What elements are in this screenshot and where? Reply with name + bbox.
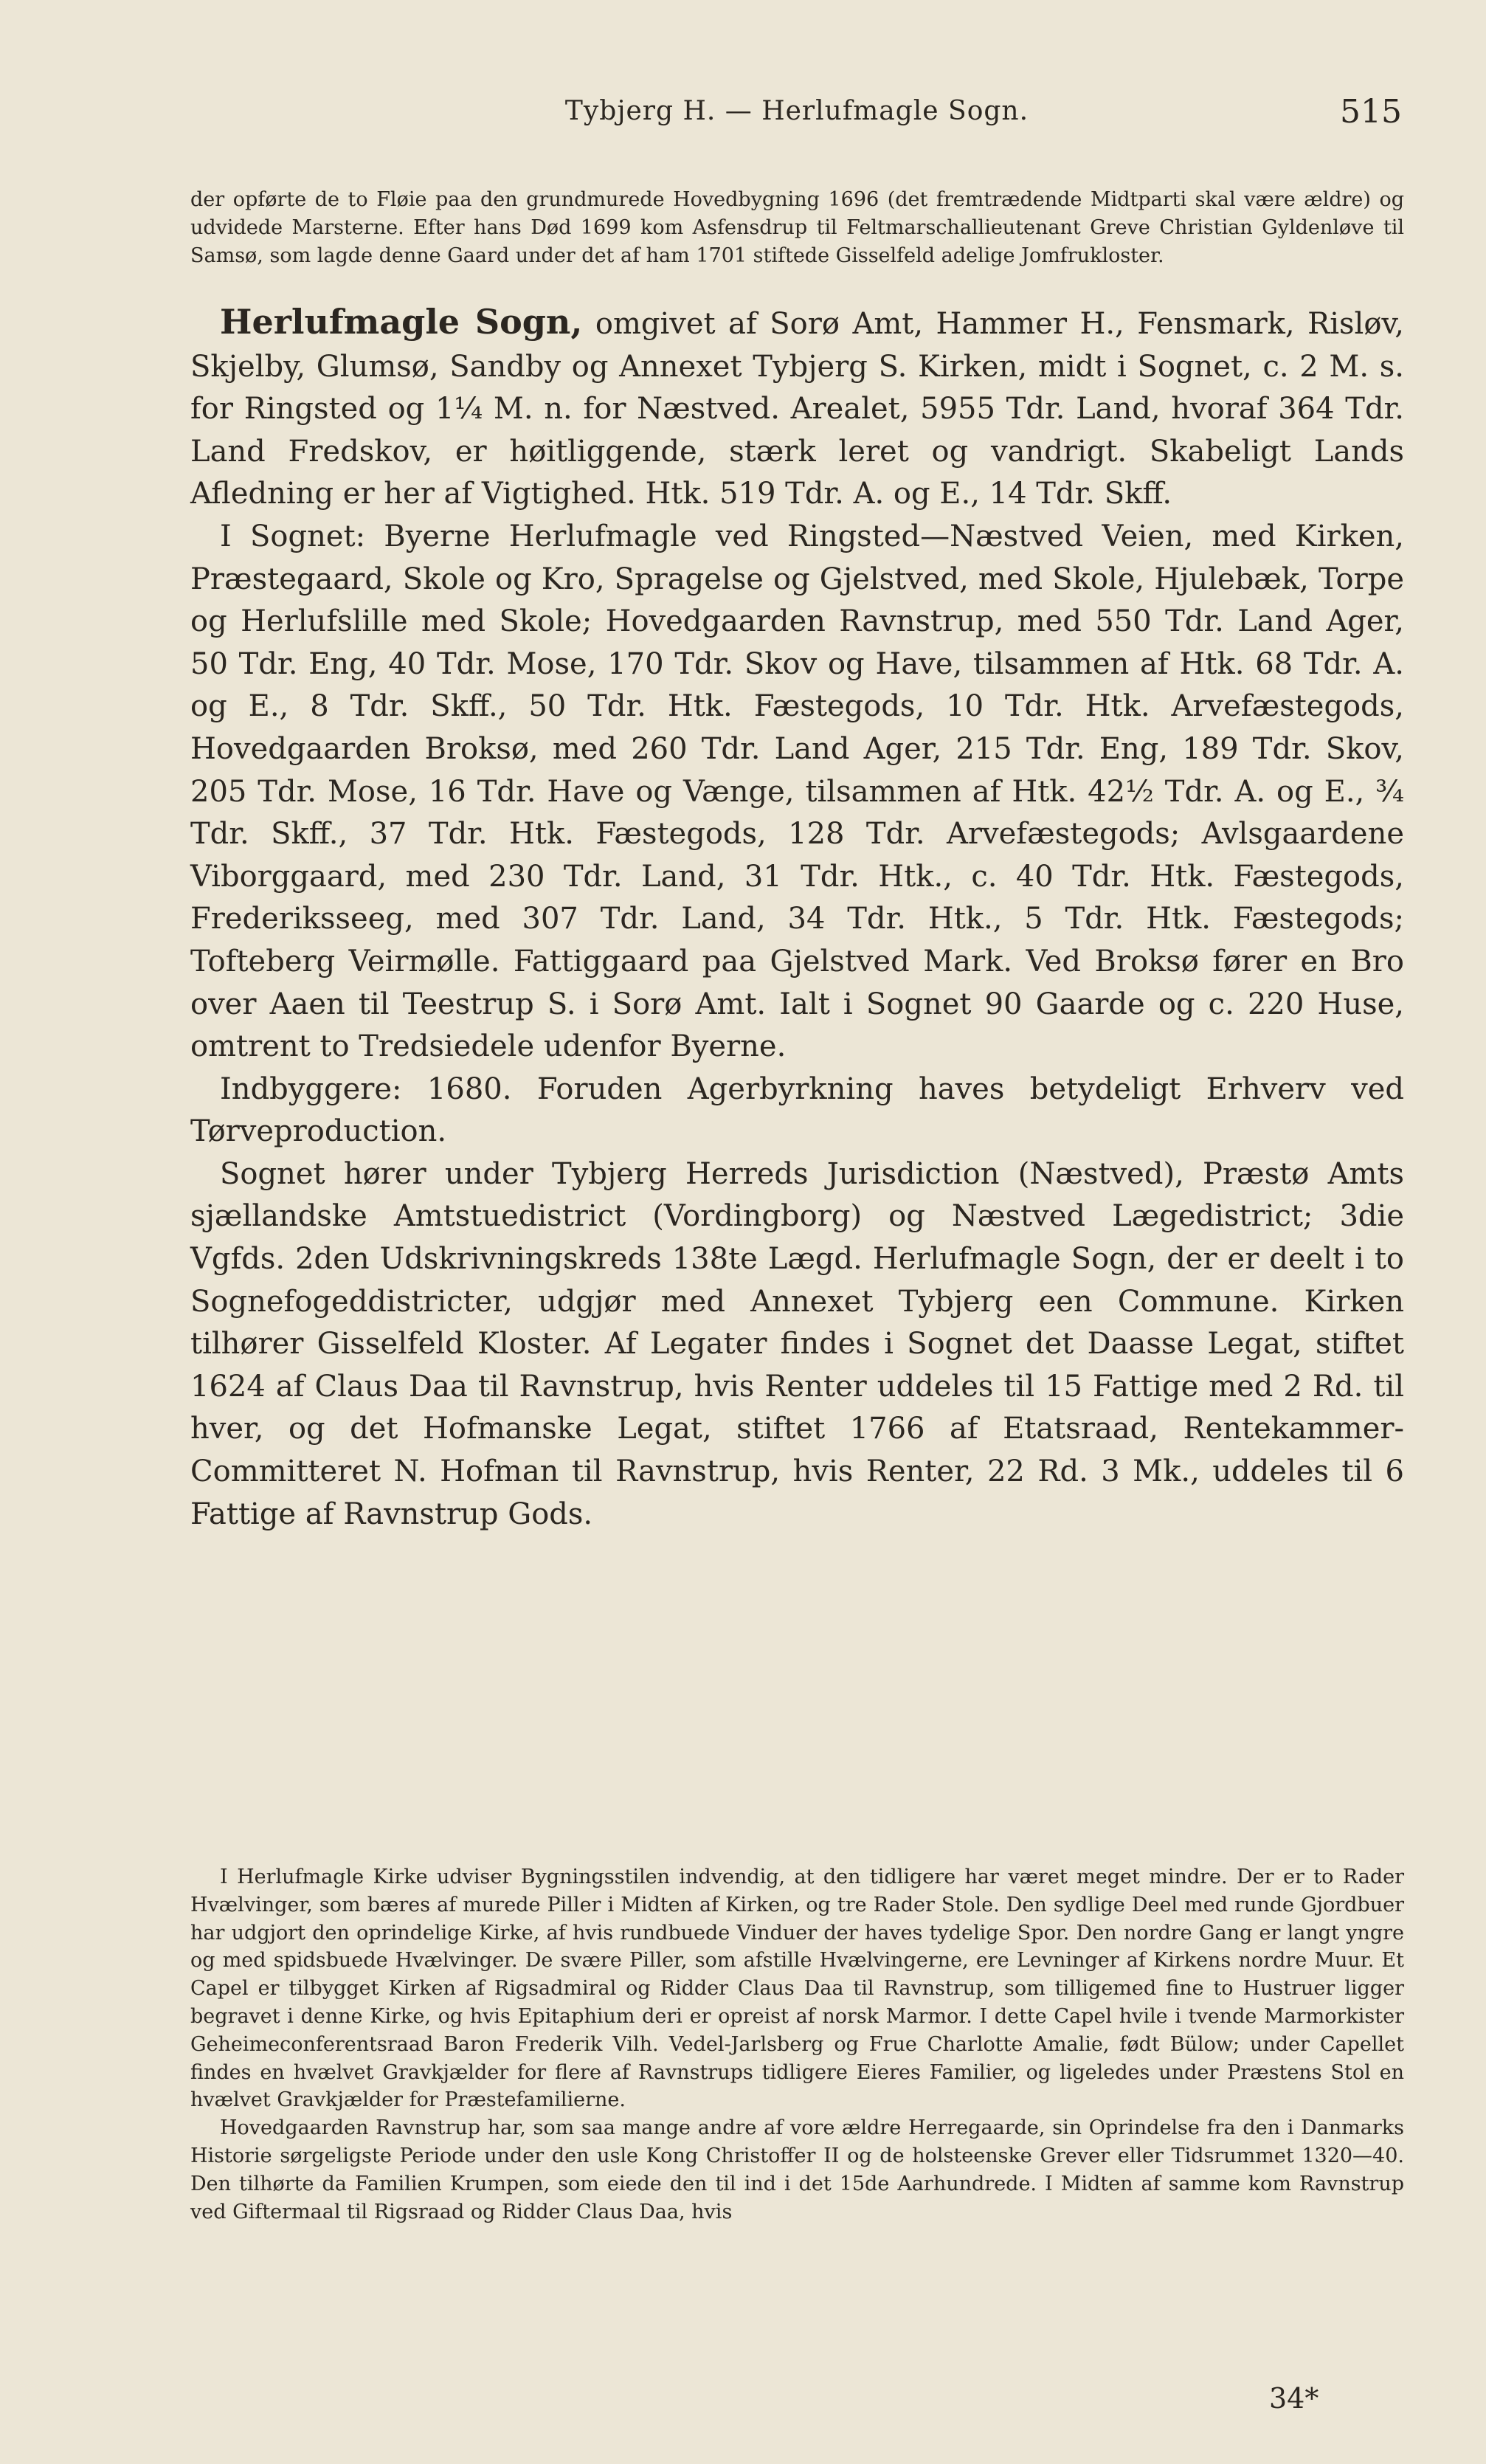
signature-mark: 34* [1269, 2382, 1319, 2415]
running-header [192, 93, 1402, 140]
main-paragraph-1: Herlufmagle Sogn, omgivet af Sorø Amt, Hammer H., Fensmark, Risløv, Skjelby, Glumsø, Sandby og Annexet Tybjerg S. Kirken, midt i Sognet, c. 2 M. s. for Ringsted og 1¼ M. n. for Næstved. Arealet, 5955 Tdr. Land, hvoraf 364 Tdr. Land Fredskov, er høitliggende, stærk leret og vandrigt. Skabeligt Lands Afledning er her af Vigtighed. Htk. 519 Tdr. A. og E., 14 Tdr. Skff. [190, 302, 1404, 511]
main-paragraph-3: Indbyggere: 1680. Foruden Agerbyrkning haves betydeligt Erhverv ved Tørveproduction. [190, 1071, 1404, 1149]
main-paragraph-2: I Sognet: Byerne Herlufmagle ved Ringsted—Næstved Veien, med Kirken, Præstegaard, Skole og Kro, Spragelse og Gjelstved, med Skole, Hjulebæk, Torpe og Herlufslille med Skole; Hovedgaarden Ravnstrup, med 550 Tdr. Land Ager, 50 Tdr. Eng, 40 Tdr. Mose, 170 Tdr. Skov og Have, tilsammen af Htk. 68 Tdr. A. og E., 8 Tdr. Skff., 50 Tdr. Htk. Fæstegods, 10 Tdr. Htk. Arvefæstegods, Hovedgaarden Broksø, med 260 Tdr. Land Ager, 215 Tdr. Eng, 189 Tdr. Skov, 205 Tdr. Mose, 16 Tdr. Have og Vænge, tilsammen af Htk. 42½ Tdr. A. og E., ¾ Tdr. Skff., 37 Tdr. Htk. Fæstegods, 128 Tdr. Arvefæstegods; Avlsgaardene Viborggaard, med 230 Tdr. Land, 31 Tdr. Htk., c. 40 Tdr. Htk. Fæstegods, Frederiksseeg, med 307 Tdr. Land, 34 Tdr. Htk., 5 Tdr. Htk. Fæstegods; Tofteberg Veirmølle. Fattiggaard paa Gjelstved Mark. Ved Broksø fører en Bro over Aaen til Teestrup S. i Sorø Amt. Ialt i Sognet 90 Gaarde og c. 220 Huse, omtrent to Tredsiedele udenfor Byerne. [190, 519, 1404, 1064]
notes-block [190, 1863, 1404, 2226]
section-heading: Herlufmagle Sogn, [220, 302, 583, 342]
note-paragraph-2: Hovedgaarden Ravnstrup har, som saa mange andre af vore ældre Herregaarde, sin Oprindelse fra den i Danmarks Historie sørgeligste Periode under den usle Kong Christoffer II og de holsteenske Grever eller Tidsrummet 1320—40. Den tilhørte da Familien Krumpen, som eiede den til ind i det 15de Aarhundrede. I Midten af samme kom Ravnstrup ved Giftermaal til Rigsraad og Ridder Claus Daa, hvis [190, 2116, 1404, 2223]
main-text [190, 301, 1404, 1536]
intro-text: der opførte de to Fløie paa den grundmurede Hovedbygning 1696 (det fremtrædende Midtparti skal være ældre) og udvidede Marsterne. Efter hans Død 1699 kom Asfensdrup til Feltmarschallieutenant Greve Christian Gyldenløve til Samsø, som lagde denne Gaard under det af ham 1701 stiftede Gisselfeld adelige Jomfrukloster. [190, 188, 1404, 267]
intro-paragraph [190, 186, 1404, 269]
main-paragraph-4: Sognet hører under Tybjerg Herreds Jurisdiction (Næstved), Præstø Amts sjællandske Amtstuedistrict (Vordingborg) og Næstved Lægedistrict; 3die Vgfds. 2den Udskrivningskreds 138te Lægd. Herlufmagle Sogn, der er deelt i to Sognefogeddistricter, udgjør med Annexet Tybjerg een Commune. Kirken tilhører Gisselfeld Kloster. Af Legater findes i Sognet det Daasse Legat, stiftet 1624 af Claus Daa til Ravnstrup, hvis Renter uddeles til 15 Fattige med 2 Rd. til hver, og det Hofmanske Legat, stiftet 1766 af Etatsraad, Rentekammer-Committeret N. Hofman til Ravnstrup, hvis Renter, 22 Rd. 3 Mk., uddeles til 6 Fattige af Ravnstrup Gods. [190, 1156, 1404, 1531]
running-title: Tybjerg H. — Herlufmagle Sogn. [564, 96, 1029, 126]
note-paragraph-1: I Herlufmagle Kirke udviser Bygningsstilen indvendig, at den tidligere har været meget mindre. Der er to Rader Hvælvinger, som bæres af murede Piller i Midten af Kirken, og tre Rader Stole. Den sydlige Deel med runde Gjordbuer har udgjort den oprindelige Kirke, af hvis rundbuede Vinduer der haves tydelige Spor. Den nordre Gang er langt yngre og med spidsbuede Hvælvinger. De svære Piller, som afstille Hvælvingerne, ere Levninger af Kirkens nordre Muur. Et Capel er tilbygget Kirken af Rigsadmiral og Ridder Claus Daa til Ravnstrup, som tilligemed fine to Hustruer ligger begravet i denne Kirke, og hvis Epitaphium deri er opreist af norsk Marmor. I dette Capel hvile i tvende Marmorkister Geheimeconferentsraad Baron Frederik Vilh. Vedel-Jarlsberg og Frue Charlotte Amalie, født Bülow; under Capellet findes en hvælvet Gravkjælder for flere af Ravnstrups tidligere Eieres Familier, og ligeledes under Præstens Stol en hvælvet Gravkjælder for Præstefamilierne. [190, 1866, 1404, 2112]
page-number: 515 [1340, 93, 1402, 131]
